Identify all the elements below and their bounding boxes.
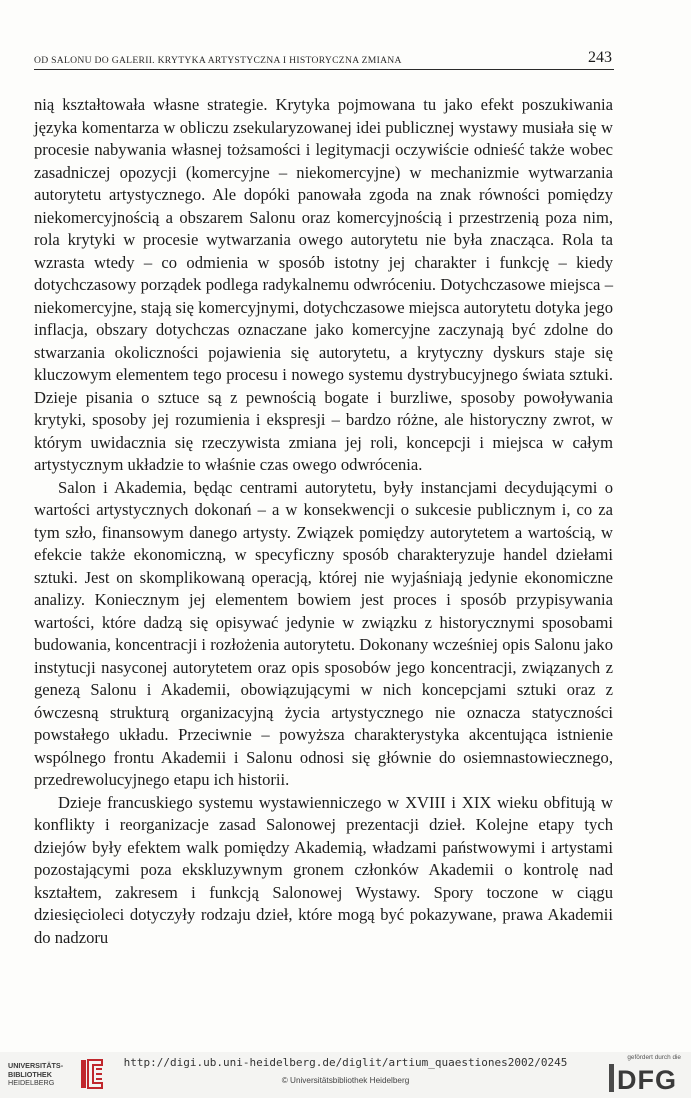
digitization-url-link[interactable]: http://digi.ub.uni-heidelberg.de/diglit/artium_quaestiones2002/0245 xyxy=(123,1056,568,1069)
body-text xyxy=(34,94,613,949)
running-title: OD SALONU DO GALERII. KRYTYKA ARTYSTYCZNA I HISTORYCZNA ZMIANA xyxy=(34,55,402,66)
funder-logo[interactable] xyxy=(607,1054,681,1096)
library-city: HEIDELBERG xyxy=(8,1078,55,1088)
library-name-line2: BIBLIOTHEK xyxy=(8,1069,52,1079)
dfg-logo-icon xyxy=(609,1064,681,1092)
funder-caption: gefördert durch die xyxy=(627,1054,681,1061)
copyright-notice: © Universitätsbibliothek Heidelberg xyxy=(281,1076,410,1085)
funder-logo-text: DFG xyxy=(617,1065,677,1092)
paragraph-1: nią kształtowała własne strategie. Krytyka pojmowana tu jako efekt poszukiwania języka komentarza w obliczu zsekularyzowanej idei publicznej wystawy musiała się w procesie nabywania własnej tożsamości i legitymacji oczywiście odnieść także wobec zasadniczej opozycji (komercyjne – niekomercyjne) w mechanizmie wytwarzania autorytetu artystycznego. Ale dopóki panowała zgoda na znak równości pomiędzy niekomercyjnością a obszarem Salonu oraz komercyjnością i przestrzenią poza nim, rola krytyki w procesie wytwarzania owego autorytetu nie była znacząca. Rola ta wzrasta wtedy – co odmienia w sposób istotny jej charakter i funkcję – kiedy dotychczasowy porządek podlega radykalnemu odwróceniu. Dotychczasowe miejsca – niekomercyjne, stają się komercyjnymi, dotychczasowe miejsca autorytetu dotyka jego inflacja, obszary dotychczas oznaczane jako komercyjne zaczynają być zdolne do stwarzania okoliczności pojawienia się autorytetu, a krytyczny dyskurs staje się kluczowym elementem tego procesu i nowego systemu dystrybucyjnego świata sztuki. Dzieje pisania o sztuce są z pewnością bogate i burzliwe, sposoby powoływania krytyki, sposoby jej rozumienia i ekspresji – bardzo różne, ale historyczny zwrot, w którym uwidacznia się rzeczywista zmiana jej roli, koncepcji i miejsca w całym artystycznym układzie to właśnie czas owego odwrócenia. xyxy=(34,95,613,474)
library-name-line1: UNIVERSITÄTS- xyxy=(8,1061,64,1070)
paragraph-3: Dzieje francuskiego systemu wystawienniczego w XVIII i XIX wieku obfitują w konflikty i reorganizacje zasad Salonowej prezentacji dzieł. Kolejne etapy tych dziejów były efektem walk pomiędzy Akademią, władzami państwowymi i artystami pozostającymi poza ekskluzywnym gronem członków Akademii o kontrolę nad kształtem, zakresem i funkcją Salonowej Wystawy. Spory toczone w ciągu dziesięcioleci dotyczyły rodzaju dzieł, które mogą być pokazywane, prawa Akademii do nadzoru xyxy=(34,792,613,947)
running-head xyxy=(34,49,614,70)
page-number: 243 xyxy=(588,49,612,66)
digitization-footer xyxy=(0,1052,691,1098)
paragraph-2: Salon i Akademia, będąc centrami autorytetu, były instancjami decydującymi o wartości artystycznych dokonań – a w konsekwencji o sukcesie publicznym i, co za tym szło, finansowym danego artysty. Związek pomiędzy autorytetem a wartością, w efekcie także ekonomiczną, w specyficzny sposób charakteryzuje handel dziełami sztuki. Jest on skomplikowaną operacją, której nie wyjaśniają jedynie ekonomiczne analizy. Koniecznym jej elementem bowiem jest proces i sposób przypisywania wartości, które dadzą się opisywać jedynie w związku z historycznymi sposobami budowania, koncentracji i rozłożenia autorytetu. Dokonany wcześniej opis Salonu jako instytucji nasyconej autorytetem oraz opis sposobów jego koncentracji, związanych z genezą Salonu i Akademii, obowiązującymi w nich koncepcjami sztuki oraz z ówczesną strukturą organizacyjną życia artystycznego nie oznacza statyczności powstałego układu. Przeciwnie – powyższa charakterystyka akcentująca istnienie wspólnego frontu Akademii i Salonu odnosi się głównie do osiemnastowiecznego, przedrewolucyjnego etapu ich historii. xyxy=(34,477,613,789)
